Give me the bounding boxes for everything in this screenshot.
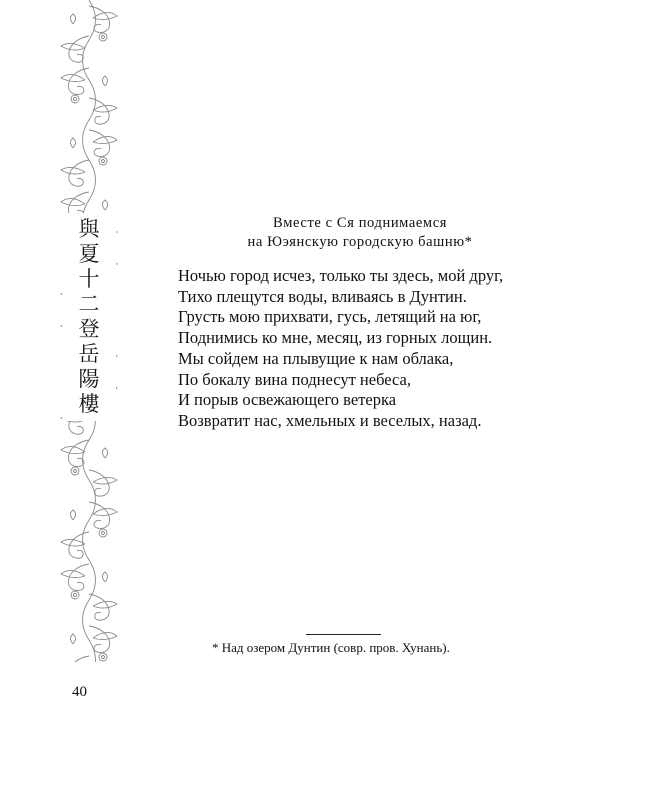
cjk-char: 二 xyxy=(78,292,100,316)
cjk-char: 登 xyxy=(78,317,100,341)
poem-line: Ночью город исчез, только ты здесь, мой друг, xyxy=(178,266,504,285)
cjk-char: 夏 xyxy=(78,242,100,266)
poem-line: И порыв освежающего ветерка xyxy=(178,390,397,410)
poem-line: Возвратит нас, хмельных и веселых, назад. xyxy=(178,410,482,430)
poem-line: Мы сойдем на плывущие к нам облака, xyxy=(178,348,454,368)
cjk-char: 樓 xyxy=(78,392,100,416)
cjk-char: 陽 xyxy=(78,367,100,391)
footnote-rule xyxy=(306,634,381,635)
page-number: 40 xyxy=(72,684,87,700)
cjk-char: 岳 xyxy=(78,342,100,366)
vertical-chinese-title xyxy=(62,213,116,421)
poem-body xyxy=(178,266,503,432)
poem-title-line-2: на Юэянскую городскую башню* xyxy=(247,234,473,250)
cjk-char: 與 xyxy=(78,217,100,241)
poem-title-line-1: Вместе с Ся поднимаемся xyxy=(272,215,448,231)
poem-line: Тихо плещутся воды, вливаясь в Дунтин. xyxy=(178,286,467,306)
cjk-char: 十 xyxy=(78,267,100,291)
poem-line: Поднимись ко мне, месяц, из горных лощин. xyxy=(178,328,493,348)
footnote: * Над озером Дунтин (совр. пров. Хунань). xyxy=(212,640,450,655)
poem-line: По бокалу вина поднесут небеса, xyxy=(178,369,411,389)
poem-line: Грусть мою прихвати, гусь, летящий на юг, xyxy=(178,307,482,327)
